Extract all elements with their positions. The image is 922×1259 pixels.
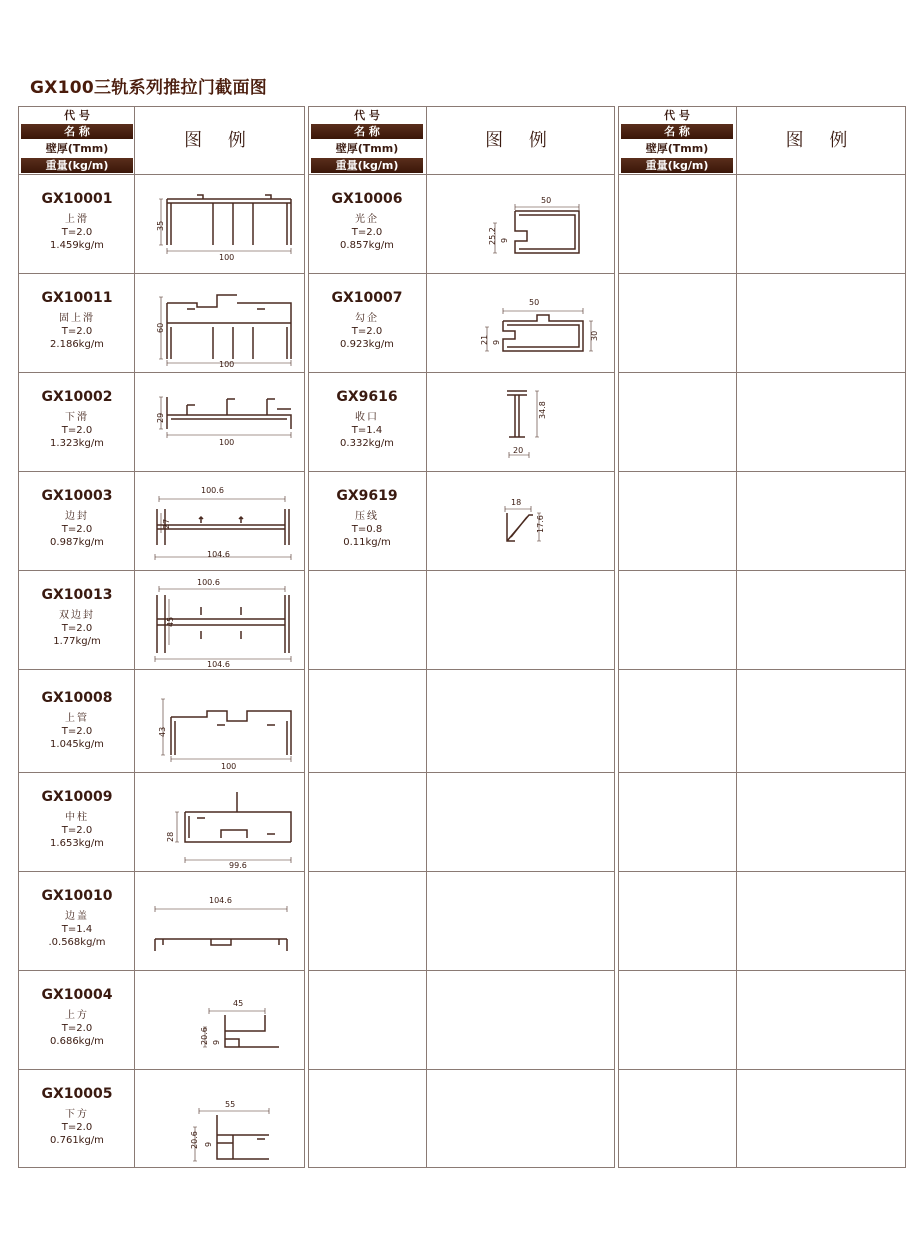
profile-weight: 1.77kg/m xyxy=(53,636,101,647)
dimension-width: 20 xyxy=(513,446,524,455)
profile-info xyxy=(19,1086,135,1146)
profile-thickness: T=2.0 xyxy=(351,326,383,337)
profile-drawing xyxy=(169,1089,289,1165)
header-legend-label: 图 例 xyxy=(184,130,256,151)
profile-thickness: T=0.8 xyxy=(351,524,383,535)
profile-thickness: T=2.0 xyxy=(61,326,93,337)
profile-info xyxy=(19,690,135,750)
profile-code: GX10010 xyxy=(41,888,113,904)
table-column-3 xyxy=(618,106,906,1168)
header-legend-label: 图 例 xyxy=(485,130,557,151)
profile-thickness: T=2.0 xyxy=(351,227,383,238)
profile-code: GX10013 xyxy=(41,587,113,603)
header-code-label: 代 号 xyxy=(311,108,423,123)
profile-name: 双边封 xyxy=(59,610,95,621)
profile-weight: 1.323kg/m xyxy=(50,438,104,449)
profile-info xyxy=(19,191,135,251)
profile-name: 勾企 xyxy=(355,313,379,324)
dimension-width: 104.6 xyxy=(209,896,232,905)
dimension-width: 100 xyxy=(219,253,235,262)
profile-code: GX10011 xyxy=(41,290,113,306)
dimension-height: 29 xyxy=(156,412,165,423)
profile-name: 上方 xyxy=(65,1010,89,1021)
header-legend-label: 图 例 xyxy=(785,130,858,151)
dimension-height: 17.6 xyxy=(536,515,545,533)
dimension-height: 21 xyxy=(480,334,489,345)
profile-drawing xyxy=(477,291,597,367)
profile-code: GX10006 xyxy=(331,191,403,207)
profile-drawing xyxy=(497,385,577,467)
header-weight-label: 重量(kg/m) xyxy=(621,158,733,173)
profile-name: 中柱 xyxy=(65,812,89,823)
profile-thickness: T=2.0 xyxy=(61,623,93,634)
header-labels xyxy=(619,107,735,175)
header-weight-label: 重量(kg/m) xyxy=(311,158,423,173)
profile-info xyxy=(19,389,135,449)
profile-name: 固上滑 xyxy=(59,313,95,324)
dimension-slot: 9 xyxy=(212,1039,221,1045)
profile-weight: 1.653kg/m xyxy=(50,838,104,849)
profile-drawing xyxy=(151,573,301,667)
profile-drawing xyxy=(157,283,297,367)
dimension-width: 50 xyxy=(529,298,540,307)
dimension-height: 27 xyxy=(162,518,171,529)
profile-drawing xyxy=(151,479,301,565)
profile-drawing xyxy=(477,193,587,265)
dimension-height: 43 xyxy=(158,726,167,737)
profile-code: GX10007 xyxy=(331,290,403,306)
dimension-height: 45 xyxy=(166,616,175,627)
profile-code: GX9616 xyxy=(336,389,398,405)
profile-drawing xyxy=(497,493,577,565)
profile-weight: 0.332kg/m xyxy=(340,438,394,449)
profile-name: 上管 xyxy=(65,713,89,724)
header-thickness-label: 壁厚(Tmm) xyxy=(621,141,733,156)
header-code-label: 代 号 xyxy=(21,108,133,123)
profile-weight: 0.11kg/m xyxy=(343,537,391,548)
profile-name: 上滑 xyxy=(65,214,89,225)
profile-name: 下方 xyxy=(65,1109,89,1120)
profile-info xyxy=(19,488,135,548)
profile-code: GX10002 xyxy=(41,389,113,405)
profile-drawing xyxy=(157,385,297,465)
profile-info xyxy=(309,191,425,251)
dimension-width: 100 xyxy=(219,360,235,369)
dimension-height: 28 xyxy=(166,831,175,842)
dimension-width: 100 xyxy=(221,762,237,771)
header-name-label: 名 称 xyxy=(21,124,133,139)
dimension-width: 99.6 xyxy=(229,861,247,870)
profile-code: GX10009 xyxy=(41,789,113,805)
profile-drawing xyxy=(157,782,297,870)
dimension-height: 25.2 xyxy=(488,227,497,245)
profile-code: GX10001 xyxy=(41,191,113,207)
profile-info xyxy=(309,389,425,449)
dimension-slot: 9 xyxy=(204,1141,213,1147)
profile-weight: 1.459kg/m xyxy=(50,240,104,251)
profile-code: GX10003 xyxy=(41,488,113,504)
profile-thickness: T=2.0 xyxy=(61,1023,93,1034)
profile-thickness: T=1.4 xyxy=(61,924,93,935)
header-name-label: 名 称 xyxy=(311,124,423,139)
dimension-width: 100 xyxy=(219,438,235,447)
profile-name: 边盖 xyxy=(65,911,89,922)
profile-info xyxy=(19,290,135,350)
profile-info xyxy=(309,488,425,548)
profile-name: 下滑 xyxy=(65,412,89,423)
profile-weight: 2.186kg/m xyxy=(50,339,104,350)
dimension-height: 20.6 xyxy=(190,1131,199,1149)
profile-weight: 0.857kg/m xyxy=(340,240,394,251)
dimension-height: 35 xyxy=(156,220,165,231)
profile-weight: 0.686kg/m xyxy=(50,1036,104,1047)
table-column-2 xyxy=(308,106,615,1168)
profile-weight: .0.568kg/m xyxy=(48,937,106,948)
dimension-width: 18 xyxy=(511,498,522,507)
header-labels xyxy=(19,107,135,175)
profile-thickness: T=1.4 xyxy=(351,425,383,436)
profile-thickness: T=2.0 xyxy=(61,227,93,238)
profile-weight: 0.761kg/m xyxy=(50,1135,104,1146)
profile-weight: 0.923kg/m xyxy=(340,339,394,350)
header-name-label: 名 称 xyxy=(621,124,733,139)
dimension-depth: 30 xyxy=(590,330,599,341)
profile-name: 边封 xyxy=(65,511,89,522)
profile-info xyxy=(19,789,135,849)
profile-drawing xyxy=(157,685,297,769)
profile-drawing xyxy=(169,991,289,1061)
header-thickness-label: 壁厚(Tmm) xyxy=(311,141,423,156)
profile-thickness: T=2.0 xyxy=(61,425,93,436)
profile-code: GX10004 xyxy=(41,987,113,1003)
header-weight-label: 重量(kg/m) xyxy=(21,158,133,173)
dimension-height: 20.6 xyxy=(200,1027,209,1045)
dimension-height: 60 xyxy=(156,322,165,333)
header-labels xyxy=(309,107,425,175)
header-thickness-label: 壁厚(Tmm) xyxy=(21,141,133,156)
page-title: GX100三轨系列推拉门截面图 xyxy=(30,78,268,98)
profile-code: GX10005 xyxy=(41,1086,113,1102)
profile-info xyxy=(19,987,135,1047)
profile-weight: 1.045kg/m xyxy=(50,739,104,750)
profile-thickness: T=2.0 xyxy=(61,1122,93,1133)
profile-info xyxy=(309,290,425,350)
dimension-outer: 104.6 xyxy=(207,550,230,559)
dimension-slot: 9 xyxy=(500,237,509,243)
dimension-height: 34.8 xyxy=(538,401,547,419)
dimension-inner: 100.6 xyxy=(197,578,220,587)
profile-drawing xyxy=(157,185,297,265)
header-code-label: 代 号 xyxy=(621,108,733,123)
dimension-width: 50 xyxy=(541,196,552,205)
profile-thickness: T=2.0 xyxy=(61,524,93,535)
profile-thickness: T=2.0 xyxy=(61,726,93,737)
dimension-width: 55 xyxy=(225,1100,236,1109)
profile-thickness: T=2.0 xyxy=(61,825,93,836)
profile-code: GX9619 xyxy=(336,488,398,504)
profile-name: 收口 xyxy=(355,412,379,423)
profile-info xyxy=(19,587,135,647)
dimension-slot: 9 xyxy=(492,339,501,345)
table-column-1 xyxy=(18,106,305,1168)
dimension-inner: 100.6 xyxy=(201,486,224,495)
profile-code: GX10008 xyxy=(41,690,113,706)
profile-weight: 0.987kg/m xyxy=(50,537,104,548)
dimension-outer: 104.6 xyxy=(207,660,230,669)
profile-name: 压线 xyxy=(355,511,379,522)
profile-info xyxy=(19,888,135,948)
profile-drawing xyxy=(151,879,301,965)
dimension-width: 45 xyxy=(233,999,244,1008)
profile-name: 光企 xyxy=(355,214,379,225)
